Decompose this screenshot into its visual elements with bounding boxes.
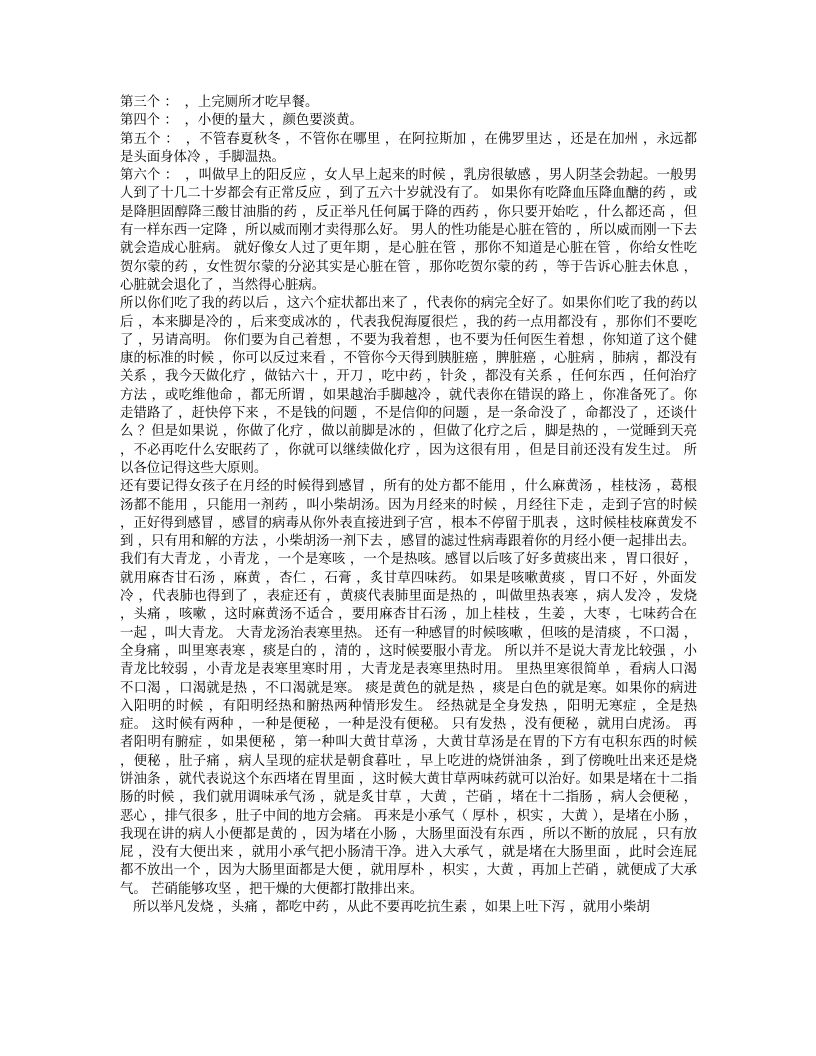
paragraph-symptom-4: 第四个 ： ，小便的量大 ，颜色要淡黄。 xyxy=(120,113,363,129)
paragraph-symptom-5: 第五个 ： ，不管春夏秋冬 ，不管你在哪里 ，在阿拉斯加 ，在佛罗里达 ，还是在加州 ，永远都是头面身体冷 ，手脚温热。 xyxy=(120,131,697,165)
document-page xyxy=(120,94,697,917)
paragraph-symptom-3: 第三个 ： ，上完厕所才吃早餐。 xyxy=(120,95,319,110)
paragraph-fever-conclusion: 所以举凡发烧 ，头痛 ，都吃中药 ，从此不要再吃抗生素 ，如果上吐下泻 ，就用小柴胡 xyxy=(133,900,650,916)
paragraph-symptom-6: 第六个 ： ，叫做早上的阳反应 ，女人早上起来的时候 ，乳房很敏感 ，男人阴茎会勃起。一般男人到了十几二十岁都会有正常反应 ，到了五六十岁就没有了。 如果你有吃降血压降血醣的药 ，或是降胆固醇降三酸甘油脂的药 ，反正举凡任何属于降的西药 ，你只要开始吃 ，什么都还高 ，但有一样东西一定降 ，所以威而刚才卖得那么好。 男人的性功能是心脏在管的 ，所以威而刚一下去就会造成心脏病。 就好像女人过了更年期 ，是心脏在管 ，那你不知道是心脏在管 ，你给女性吃贺尔蒙的药 ，女性贺尔蒙的分泌其实是心脏在管 ，那你吃贺尔蒙的药 ，等于告诉心脏去休息 ，心脏就会退化了 ，当然得心脏病。 xyxy=(120,168,697,293)
paragraph-menstrual-cold: 还有要记得女孩子在月经的时候得到感冒 ，所有的处方都不能用 ，什么麻黄汤 ，桂枝汤 ，葛根汤都不能用 ，只能用一剂药 ，叫小柴胡汤。因为月经来的时候 ，月经往下走 ，走到子宫的时候 ，正好得到感冒 ，感冒的病毒从你外表直接进到子宫 ，根本不停留于肌表 ，这时候桂枝麻黄发不到 ，只有用和解的方法 ，小柴胡汤一剂下去 ，感冒的滤过性病毒跟着你的月经小便一起排出去。 xyxy=(120,479,697,550)
paragraph-health-standard: 所以你们吃了我的药以后 ，这六个症状都出来了 ，代表你的病完全好了。如果你们吃了我的药以后 ，本来脚是冷的 ，后来变成冰的 ，代表我倪海厦很烂 ，我的药一点用都没有 ，那你们不要吃了 ，另请高明。 你们要为自己着想 ，不要为我着想 ，也不要为任何医生着想 ，你知道了这个健康的标准的时候 ，你可以反过来看 ，不管你今天得到胰脏癌 ，脾脏癌 ，心脏病 ，肺病 ，都没有关系 ，我今天做化疗 ，做钴六十 ，开刀 ，吃中药 ，针灸 ，都没有关系 ，任何东西 ，任何治疗方法 ，或吃维他命 ，都无所谓 ，如果越治手脚越冷 ，就代表你在错误的路上 ，你准备死了。你走错路了 ，赶快停下来 ，不是钱的问题 ，不是信仰的问题 ，是一条命没了 ，命都没了 ，还谈什么 ？但是如果说 ，你做了化疗 ，做以前脚是冰的 ，但做了化疗之后 ，脚是热的 ，一觉睡到天亮 ，不必再吃什么安眠药了 ，你就可以继续做化疗 ，因为这很有用 ，但是目前还没有发生过。 所以各位记得这些大原则。 xyxy=(120,296,697,476)
paragraph-qinglong-chengqi: 我们有大青龙 ，小青龙 ，一个是寒咳 ，一个是热咳。感冒以后咳了好多黄痰出来 ，胃口很好 ，就用麻杏甘石汤 ，麻黄 ，杏仁 ，石膏 ，炙甘草四味药。 如果是咳嗽黄痰 ，胃口不好 ，外面发冷 ，代表肺也得到了 ，表症还有 ，黄痰代表肺里面是热的 ，叫做里热表寒 ，病人发冷 ，发烧 ，头痛 ，咳嗽 ，这时麻黄汤不适合 ，要用麻杏甘石汤 ，加上桂枝 ，生姜 ，大枣 ，七味药合在一起 ，叫大青龙。 大青龙汤治表寒里热。 还有一种感冒的时候咳嗽 ，但咳的是清痰 ，不口渴 ，全身痛 ，叫里寒表寒 ，痰是白的 ，清的 ，这时候要服小青龙。 所以并不是说大青龙比较强 ，小青龙比较弱 ，小青龙是表寒里寒时用 ，大青龙是表寒里热时用。 里热里寒很简单 ，看病人口渴不口渴 ，口渴就是热 ，不口渴就是寒。 痰是黄色的就是热 ，痰是白色的就是寒。如果你的病进入阳明的时候 ，有阳明经热和腑热两种情形发生。 经热就是全身发热 ，阳明无寒症 ，全是热症。 这时候有两种 ，一种是便秘 ，一种是没有便秘。 只有发热 ，没有便秘 ，就用白虎汤。 再者阳明有腑症 ，如果便秘 ，第一种叫大黄甘草汤 ，大黄甘草汤是在胃的下方有屯积东西的时候 ，便秘 ，肚子痛 ，病人呈现的症状是朝食暮吐 ，早上吃进的烧饼油条 ，到了傍晚吐出来还是烧饼油条 ，就代表说这个东西堵在胃里面 ，这时候大黄甘草两味药就可以治好。如果是堵在十二指肠的时候 ，我们就用调味承气汤 ，就是炙甘草 ，大黄 ，芒硝 ，堵在十二指肠 ，病人会便秘 ，恶心 ，排气很多 ，肚子中间的地方会痛。 再来是小承气（ 厚朴 ，枳实 ，大黄 ），是堵在小肠 ，我现在讲的病人小便都是黄的 ，因为堵在小肠 ，大肠里面没有东西 ，所以不断的放屁 ，只有放屁 ，没有大便出来 ，就用小承气把小肠清干净。进入大承气 ，就是堵在大肠里面 ，此时会连屁都不放出一个 ，因为大肠里面都是大便 ，就用厚朴 ，枳实 ，大黄 ，再加上芒硝 ，就便成了大承气。 芒硝能够攻坚 ，把干燥的大便都打散排出来。 xyxy=(120,552,697,897)
